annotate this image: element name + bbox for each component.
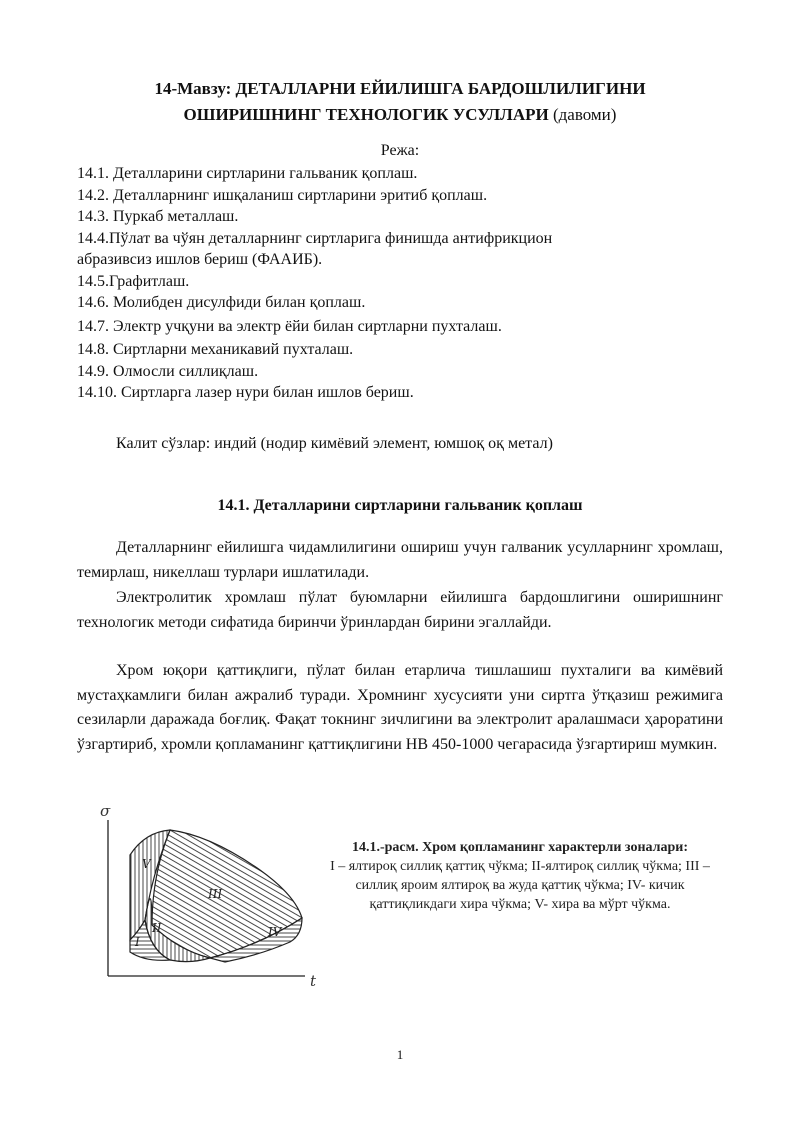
zone-label: I [135, 935, 140, 949]
zone-label: V [142, 857, 151, 871]
caption-text: I – ялтироқ силлиқ қаттиқ чўкма; II-ялтироқ силлиқ чўкма; III –силлиқ яроим ялтироқ ва жуда қаттиқ чўкма; IV- кичик қаттиқликдаги хира чўкма; V- хира ва мўрт чўкма. [330, 859, 710, 912]
caption-title: 14.1.-расм. Хром қопламанинг характерли зоналари: [351, 840, 689, 855]
plan-item: абразивсиз ишлов бериш (ФААИБ). [77, 251, 323, 268]
page-number: 1 [396, 1047, 404, 1062]
plan-item: 14.1. Деталларини сиртларини гальваник қоплаш. [77, 165, 418, 182]
plan-heading: Режа: [380, 142, 420, 159]
zone-label: III [208, 887, 223, 901]
title-line-2-note: (давоми) [548, 105, 617, 124]
page-title [60, 76, 740, 128]
title-line-2-bold: ОШИРИШНИНГ ТЕХНОЛОГИК УСУЛЛАРИ [183, 105, 549, 124]
plan-item: 14.5.Графитлаш. [77, 272, 190, 290]
title-line-2 [60, 102, 740, 128]
plan-item: 14.10. Сиртларга лазер нури билан ишлов бериш. [77, 384, 414, 401]
plan-item: 14.3. Пуркаб металлаш. [77, 208, 239, 225]
keywords: Калит сўзлар: индий (нодир кимёвий элемент, юмшоқ оқ метал) [116, 435, 553, 452]
paragraph: Деталларнинг ейилишга чидамлилигини ошириш учун галваник усулларнинг хромлаш, темирлаш, никеллаш турлари ишлатилади. [77, 539, 723, 581]
section-title: 14.1. Деталларини сиртларини гальваник қоплаш [217, 497, 583, 514]
plan-item: 14.9. Олмосли силлиқлаш. [77, 362, 259, 380]
plan-item: 14.7. Электр учқуни ва электр ёйи билан сиртларни пухталаш. [77, 317, 502, 335]
title-line-1: 14-Мавзу: ДЕТАЛЛАРНИ ЕЙИЛИШГА БАРДОШЛИЛИГИНИ [154, 79, 646, 98]
paragraph: Электролитик хромлаш пўлат буюмларни ейилишга бардошлигини оширишнинг технологик методи сифатида биринчи ўринлардан бирини эгаллайди. [77, 589, 723, 631]
zone-label: IV [268, 925, 282, 939]
zone-label: II [152, 921, 162, 935]
plan-item: 14.8. Сиртларни механикавий пухталаш. [77, 341, 354, 358]
plan-list [77, 163, 717, 404]
paragraph: Хром юқори қаттиқлиги, пўлат билан етарлича тишлашиш пухталиги ва кимёвий мустаҳкамлиги билан ажралиб туради. Хромнинг хусусияти уни сиртга ўтқазиш режимига сезиларли даражада боғлиқ. Фақат токнинг зичлигини ва электролит аралашмаси ҳароратини ўзгартириб, хромли қопламанинг қаттиқлигини НВ 450-1000 чегарасида ўзгартириш мумкин. [77, 662, 723, 753]
figure-caption [330, 838, 710, 914]
chrome-zones-figure [90, 800, 320, 1000]
plan-item: 14.4.Пўлат ва чўян деталларнинг сиртларига финишда антифрикцион [77, 229, 553, 247]
y-axis-label: σ [100, 802, 111, 820]
x-axis-label: t [310, 972, 317, 990]
plan-item: 14.6. Молибден дисулфиди билан қоплаш. [77, 294, 366, 311]
plan-item: 14.2. Деталларнинг ишқаланиш сиртларини эритиб қоплаш. [77, 186, 488, 204]
